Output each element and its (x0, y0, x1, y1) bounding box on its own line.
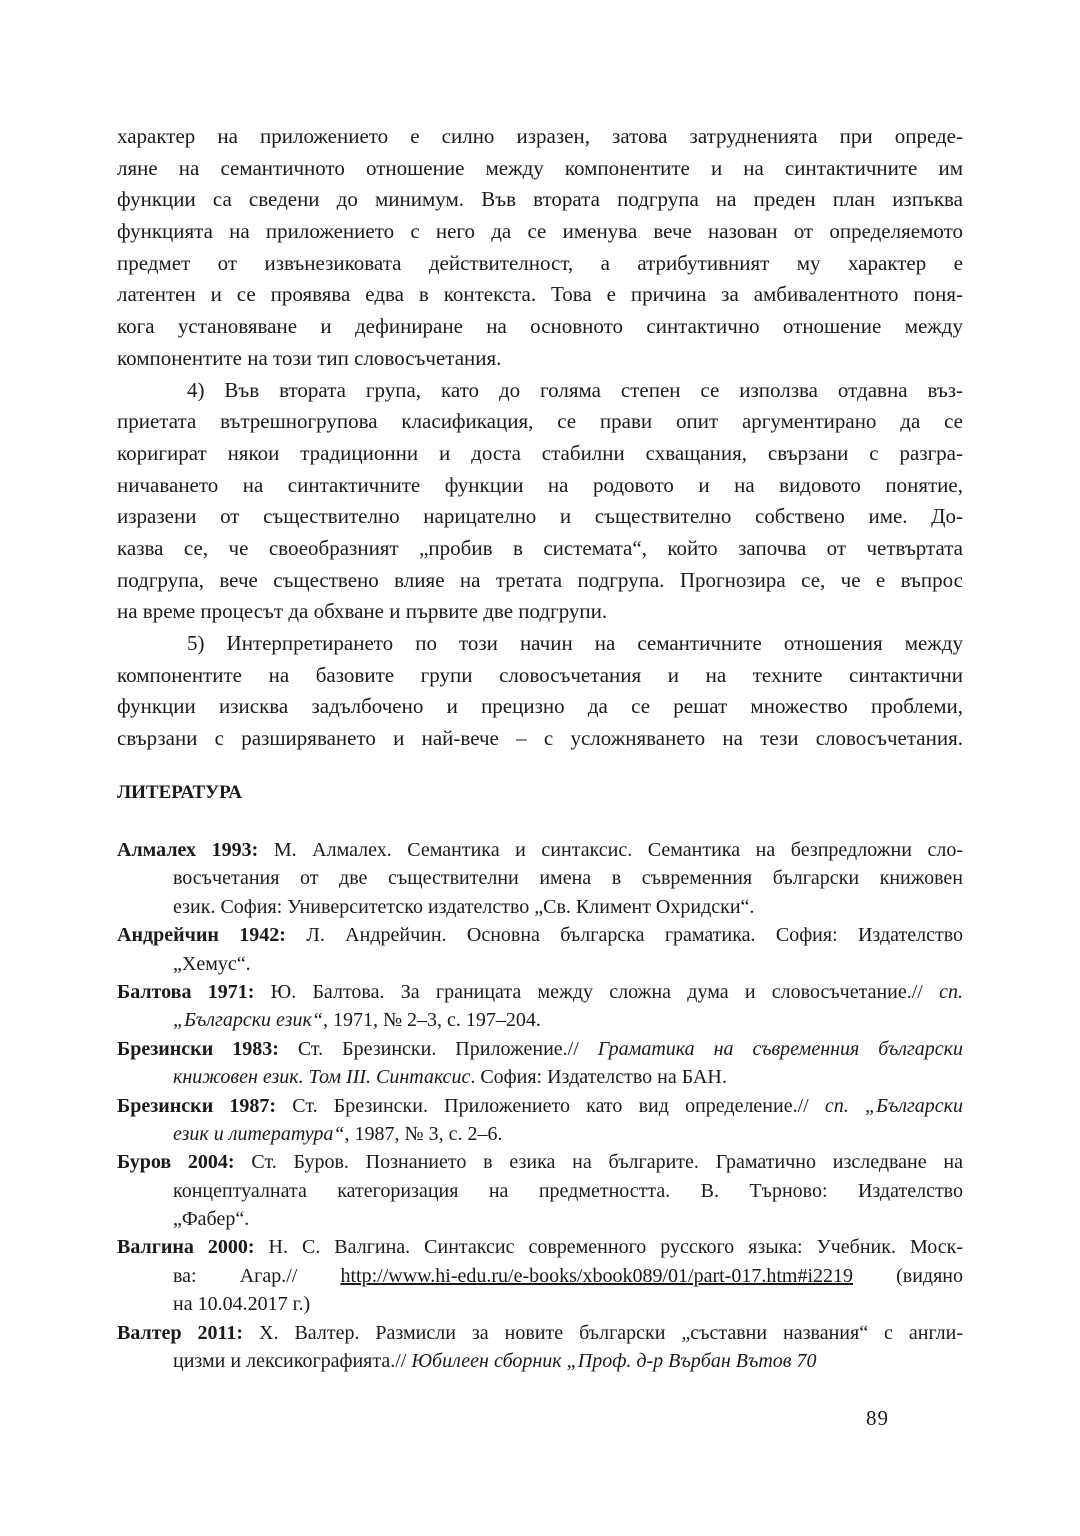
entry-text: език. София: Университетско издателство „Св. Климент Охридски“. (173, 895, 755, 918)
text-line: ничаването на синтактичните функции на родовото и на видовото понятие, (117, 472, 963, 497)
entry-text: . София: Издателство на БАН. (470, 1066, 727, 1089)
entry-line (117, 1063, 963, 1091)
text-line: характер на приложението е силно изразен, затова затрудненията при опреде- (117, 124, 963, 148)
text-line: казва се, че своеобразният „пробив в системата“, който започва от четвъртата (117, 535, 963, 560)
text-line: компонентите на базовите групи словосъчетания и на техните синтактични (117, 662, 963, 687)
entry-line (117, 1006, 963, 1034)
entry-line (117, 1092, 963, 1120)
entry-line (117, 1205, 963, 1233)
bibliography-entry (117, 1148, 963, 1233)
entry-key: Валтер 2011: (117, 1321, 260, 1344)
bibliography-entry (117, 1092, 963, 1149)
entry-line (117, 1148, 963, 1176)
entry-text: восъчетания от две съществителни имена в съвременния български книжовен (173, 867, 963, 890)
entry-link[interactable]: http://www.hi-edu.ru/e-books/xbook089/01/part-017.htm#i2219 (340, 1264, 854, 1287)
entry-title: сп. „Български (824, 1094, 964, 1117)
entry-key: Алмалех 1993: (117, 839, 274, 861)
entry-text: концептуалната категоризация на предметността. В. Търново: Издателство (173, 1179, 963, 1202)
entry-key: Валгина 2000: (117, 1236, 269, 1259)
entry-line (117, 864, 963, 892)
entry-line (117, 1290, 963, 1318)
bibliography-entry (117, 921, 963, 978)
entry-key: Брезински 1987: (117, 1094, 293, 1117)
entry-text: , 1971, № 2–3, с. 197–204. (322, 1009, 541, 1032)
entry-line (117, 893, 963, 921)
text-line: ляне на семантичното отношение между компонентите и на синтактичните им (117, 155, 963, 180)
entry-text: „Фабер“. (173, 1208, 250, 1231)
entry-line (117, 1319, 963, 1347)
text-line: на време процесът да обхване и първите две подгрупи. (117, 599, 608, 624)
bibliography-list (117, 836, 963, 1375)
entry-line (117, 1035, 963, 1063)
bibliography-entry (117, 978, 963, 1035)
entry-text: Н. С. Валгина. Синтаксис современного русского языка: Учебник. Моск- (268, 1236, 963, 1259)
entry-line (117, 836, 963, 864)
text-line: кога установяване и дефиниране на основното синтактично отношение между (117, 314, 963, 339)
entry-title: език и литература“ (173, 1122, 345, 1145)
entry-text: (видяно (853, 1264, 964, 1287)
page-number: 89 (866, 1406, 889, 1430)
text-line: латентен и се проявява едва в контекста. Това е причина за амбивалентното поня- (117, 282, 963, 307)
entry-line (117, 1262, 963, 1290)
entry-line (117, 1347, 963, 1375)
entry-title: сп. (939, 980, 963, 1003)
bibliography-entry (117, 1319, 963, 1376)
text-line: изразени от съществително нарицателно и съществително собствено име. До- (117, 504, 963, 529)
entry-key: Андрейчин 1942: (117, 924, 307, 947)
entry-text: „Хемус“. (173, 952, 251, 975)
references-heading: ЛИТЕРАТУРА (117, 782, 243, 803)
entry-text: Ст. Буров. Познанието в езика на българите. Граматично изследване на (251, 1151, 963, 1174)
entry-title: Юбилеен сборник „Проф. д-р Върбан Вътов 70 (411, 1350, 817, 1373)
entry-text: цизми и лексикографията.// (173, 1350, 412, 1373)
text-line: свързани с разширяването и най-вече – с усложняването на тези словосъчетания. (117, 726, 963, 751)
paragraph (117, 121, 963, 375)
text-line: подгрупа, вече съществено влияе на третата подгрупа. Прогнозира се, че е въпрос (117, 567, 963, 592)
text-line: функцията на приложението с него да се именува вече назован от определяемото (117, 219, 963, 244)
entry-text: Л. Андрейчин. Основна българска граматика. София: Издателство (306, 924, 963, 947)
entry-title: Граматика на съвременния български (597, 1037, 964, 1060)
entry-text: М. Алмалех. Семантика и синтаксис. Семантика на безпредложни сло- (273, 839, 964, 861)
entry-title: книжовен език. Том III. Синтаксис (173, 1066, 471, 1089)
text-line: 5) Интерпретирането по този начин на семантичните отношения между (187, 631, 963, 655)
entry-text: Ст. Брезински. Приложение.// (297, 1037, 598, 1060)
text-line: функции са сведени до минимум. Във втората подгрупа на преден план изпъква (117, 187, 963, 212)
text-line: функции изисква задълбочено и прецизно да се решат множество проблеми, (117, 694, 963, 719)
text-line: предмет от извънезиковата действителност, а атрибутивният му характер е (117, 250, 963, 275)
entry-text: Ю. Балтова. За границата между сложна дума и словосъчетание.// (270, 980, 940, 1003)
entry-line (117, 978, 963, 1006)
entry-line (117, 950, 963, 978)
entry-text: Ст. Брезински. Приложението като вид определение.// (292, 1094, 825, 1117)
text-line: коригират някои традиционни и доста стабилни схващания, свързани с разгра- (117, 440, 963, 465)
bibliography-entry (117, 836, 963, 921)
body-text (117, 121, 963, 755)
paragraph (117, 628, 963, 755)
entry-key: Балтова 1971: (117, 980, 271, 1003)
paragraph (117, 375, 963, 629)
text-line: приетата вътрешногрупова класификация, се прави опит аргументирано да се (117, 409, 963, 434)
entry-text: ва: Агар.// (173, 1264, 341, 1287)
bibliography-entry (117, 1233, 963, 1318)
text-line: 4) Във втората група, като до голяма степен се използва отдавна въз- (187, 377, 963, 402)
entry-line (117, 921, 963, 949)
entry-key: Буров 2004: (117, 1151, 252, 1174)
entry-line (117, 1177, 963, 1205)
text-line: компонентите на този тип словосъчетания. (117, 345, 502, 370)
entry-line (117, 1120, 963, 1148)
entry-text: на 10.04.2017 г.) (173, 1293, 311, 1316)
entry-key: Брезински 1983: (117, 1037, 298, 1060)
bibliography-entry (117, 1035, 963, 1092)
entry-text: , 1987, № 3, с. 2–6. (344, 1122, 503, 1145)
entry-line (117, 1233, 963, 1261)
entry-text: Х. Валтер. Размисли за новите български „съставни названия“ с англи- (259, 1321, 963, 1344)
entry-title: „Български език“ (173, 1009, 323, 1032)
